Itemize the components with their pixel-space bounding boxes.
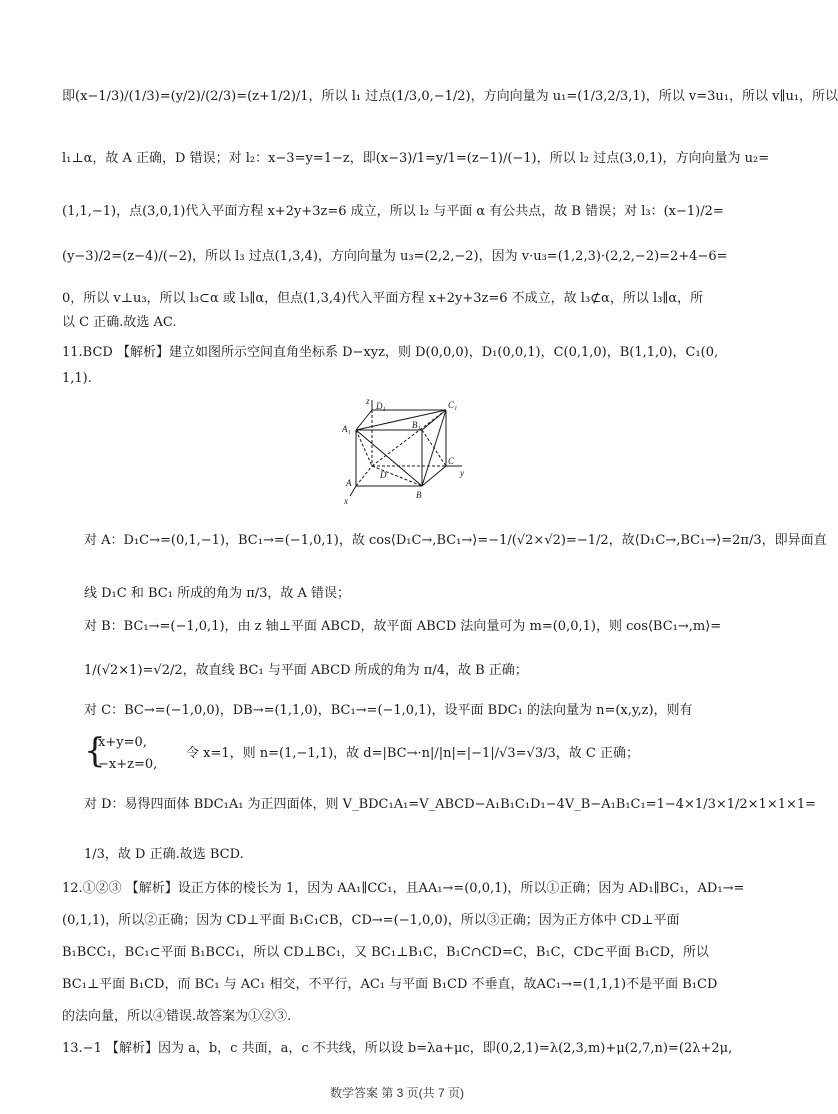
label-A: A [346, 478, 352, 488]
equation-line: −x+z=0, [98, 757, 158, 772]
text-line: 的法向量，所以④错误.故答案为①②③. [62, 1009, 292, 1024]
text-line: 对 A：D₁C→=(0,1,−1)，BC₁→=(−1,0,1)，故 cos⟨D₁C→,BC₁→⟩=−1/(√2×√2)=−1/2，故⟨D₁C→,BC₁→⟩=2π/3，即异面直 [84, 533, 827, 548]
text-line: 以 C 正确.故选 AC. [62, 315, 177, 330]
label-z: z [366, 396, 370, 406]
label-D: D [380, 470, 387, 480]
text-line: BC₁⊥平面 B₁CD，而 BC₁ 与 AC₁ 相交，不平行，AC₁ 与平面 B₁CD 不垂直，故AC₁→=(1,1,1)不是平面 B₁CD [62, 977, 718, 992]
page-footer: 数学答案 第 3 页(共 7 页) [329, 1086, 464, 1100]
text-line: l₁⊥α，故 A 正确，D 错误；对 l₂：x−3=y=1−z，即(x−3)/1=y/1=(z−1)/(−1)，所以 l₂ 过点(3,0,1)，方向向量为 u₂= [62, 151, 770, 166]
text-line: 1/3，故 D 正确.故选 BCD. [84, 847, 244, 862]
text-line: 1/(√2×1)=√2/2，故直线 BC₁ 与平面 ABCD 所成的角为 π/4，故 B 正确； [84, 663, 528, 678]
label-C: C [448, 456, 455, 466]
text-line: 对 C：BC→=(−1,0,0)，DB→=(1,1,0)，BC₁→=(−1,0,1)，设平面 BDC₁ 的法向量为 n=(x,y,z)，则有 [84, 703, 693, 718]
label-D1: D₁ [376, 401, 386, 411]
equation-brace: { [84, 731, 106, 771]
text-line: B₁BCC₁，BC₁⊂平面 B₁BCC₁，所以 CD⊥BC₁，又 BC₁⊥B₁C，B₁C∩CD=C，B₁C，CD⊂平面 B₁CD，所以 [62, 945, 710, 960]
text-line: 即(x−1/3)/(1/3)=(y/2)/(2/3)=(z+1/2)/1，所以 l₁ 过点(1/3,0,−1/2)，方向向量为 u₁=(1/3,2/3,1)，所以 v=3u₁，所以 v∥u₁，所以 [62, 89, 838, 104]
text-line: 对 D：易得四面体 BDC₁A₁ 为正四面体，则 V_BDC₁A₁=V_ABCD−A₁B₁C₁D₁−4V_B−A₁B₁C₁=1−4×1/3×1/2×1×1×1= [84, 797, 817, 812]
equation-line: x+y=0, [98, 735, 147, 750]
question-13-line: 13.−1 【解析】因为 a，b，c 共面，a，c 不共线，所以设 b=λa+μc，即(0,2,1)=λ(2,3,m)+μ(2,7,n)=(2λ+2μ, [62, 1041, 733, 1056]
label-B: B [416, 490, 422, 500]
label-B1: B₁ [412, 420, 421, 430]
text-line: 对 B：BC₁→=(−1,0,1)，由 z 轴⊥平面 ABCD，故平面 ABCD 法向量可为 m=(0,0,1)，则 cos⟨BC₁→,m⟩= [84, 619, 722, 634]
text-line: 线 D₁C 和 BC₁ 所成的角为 π/3，故 A 错误； [84, 586, 351, 601]
text-line: (1,1,−1)，点(3,0,1)代入平面方程 x+2y+3z=6 成立，所以 l₂ 与平面 α 有公共点，故 B 错误；对 l₃：(x−1)/2= [62, 204, 724, 219]
label-y: y [460, 468, 464, 478]
text-line: (y−3)/2=(z−4)/(−2)，所以 l₃ 过点(1,3,4)，方向向量为 u₃=(2,2,−2)，因为 v·u₃=(1,2,3)·(2,2,−2)=2+4−6= [62, 249, 728, 264]
question-12-line: 12.①②③ 【解析】设正方体的棱长为 1，因为 AA₁∥CC₁，且AA₁→=(0,0,1)，所以①正确；因为 AD₁∥BC₁，AD₁→= [62, 881, 745, 896]
cube-figure [336, 398, 476, 508]
label-x: x [344, 496, 348, 506]
text-line: (0,1,1)，所以②正确；因为 CD⊥平面 B₁C₁CB，CD→=(−1,0,0)，所以③正确；因为正方体中 CD⊥平面 [62, 913, 680, 928]
text-line: 令 x=1，则 n=(1,−1,1)，故 d=|BC→·n|/|n|=|−1|/√3=√3/3，故 C 正确； [186, 746, 639, 761]
label-C1: C₁ [448, 400, 458, 410]
text-line: 0，所以 v⊥u₃，所以 l₃⊂α 或 l₃∥α，但点(1,3,4)代入平面方程 x+2y+3z=6 不成立，故 l₃⊄α，所以 l₃∥α，所 [62, 291, 704, 306]
question-11-line: 11.BCD 【解析】建立如图所示空间直角坐标系 D−xyz，则 D(0,0,0)，D₁(0,0,1)，C(0,1,0)，B(1,1,0)，C₁(0, [62, 345, 719, 360]
text-line: 1,1). [62, 371, 92, 386]
label-A1: A₁ [342, 424, 351, 434]
